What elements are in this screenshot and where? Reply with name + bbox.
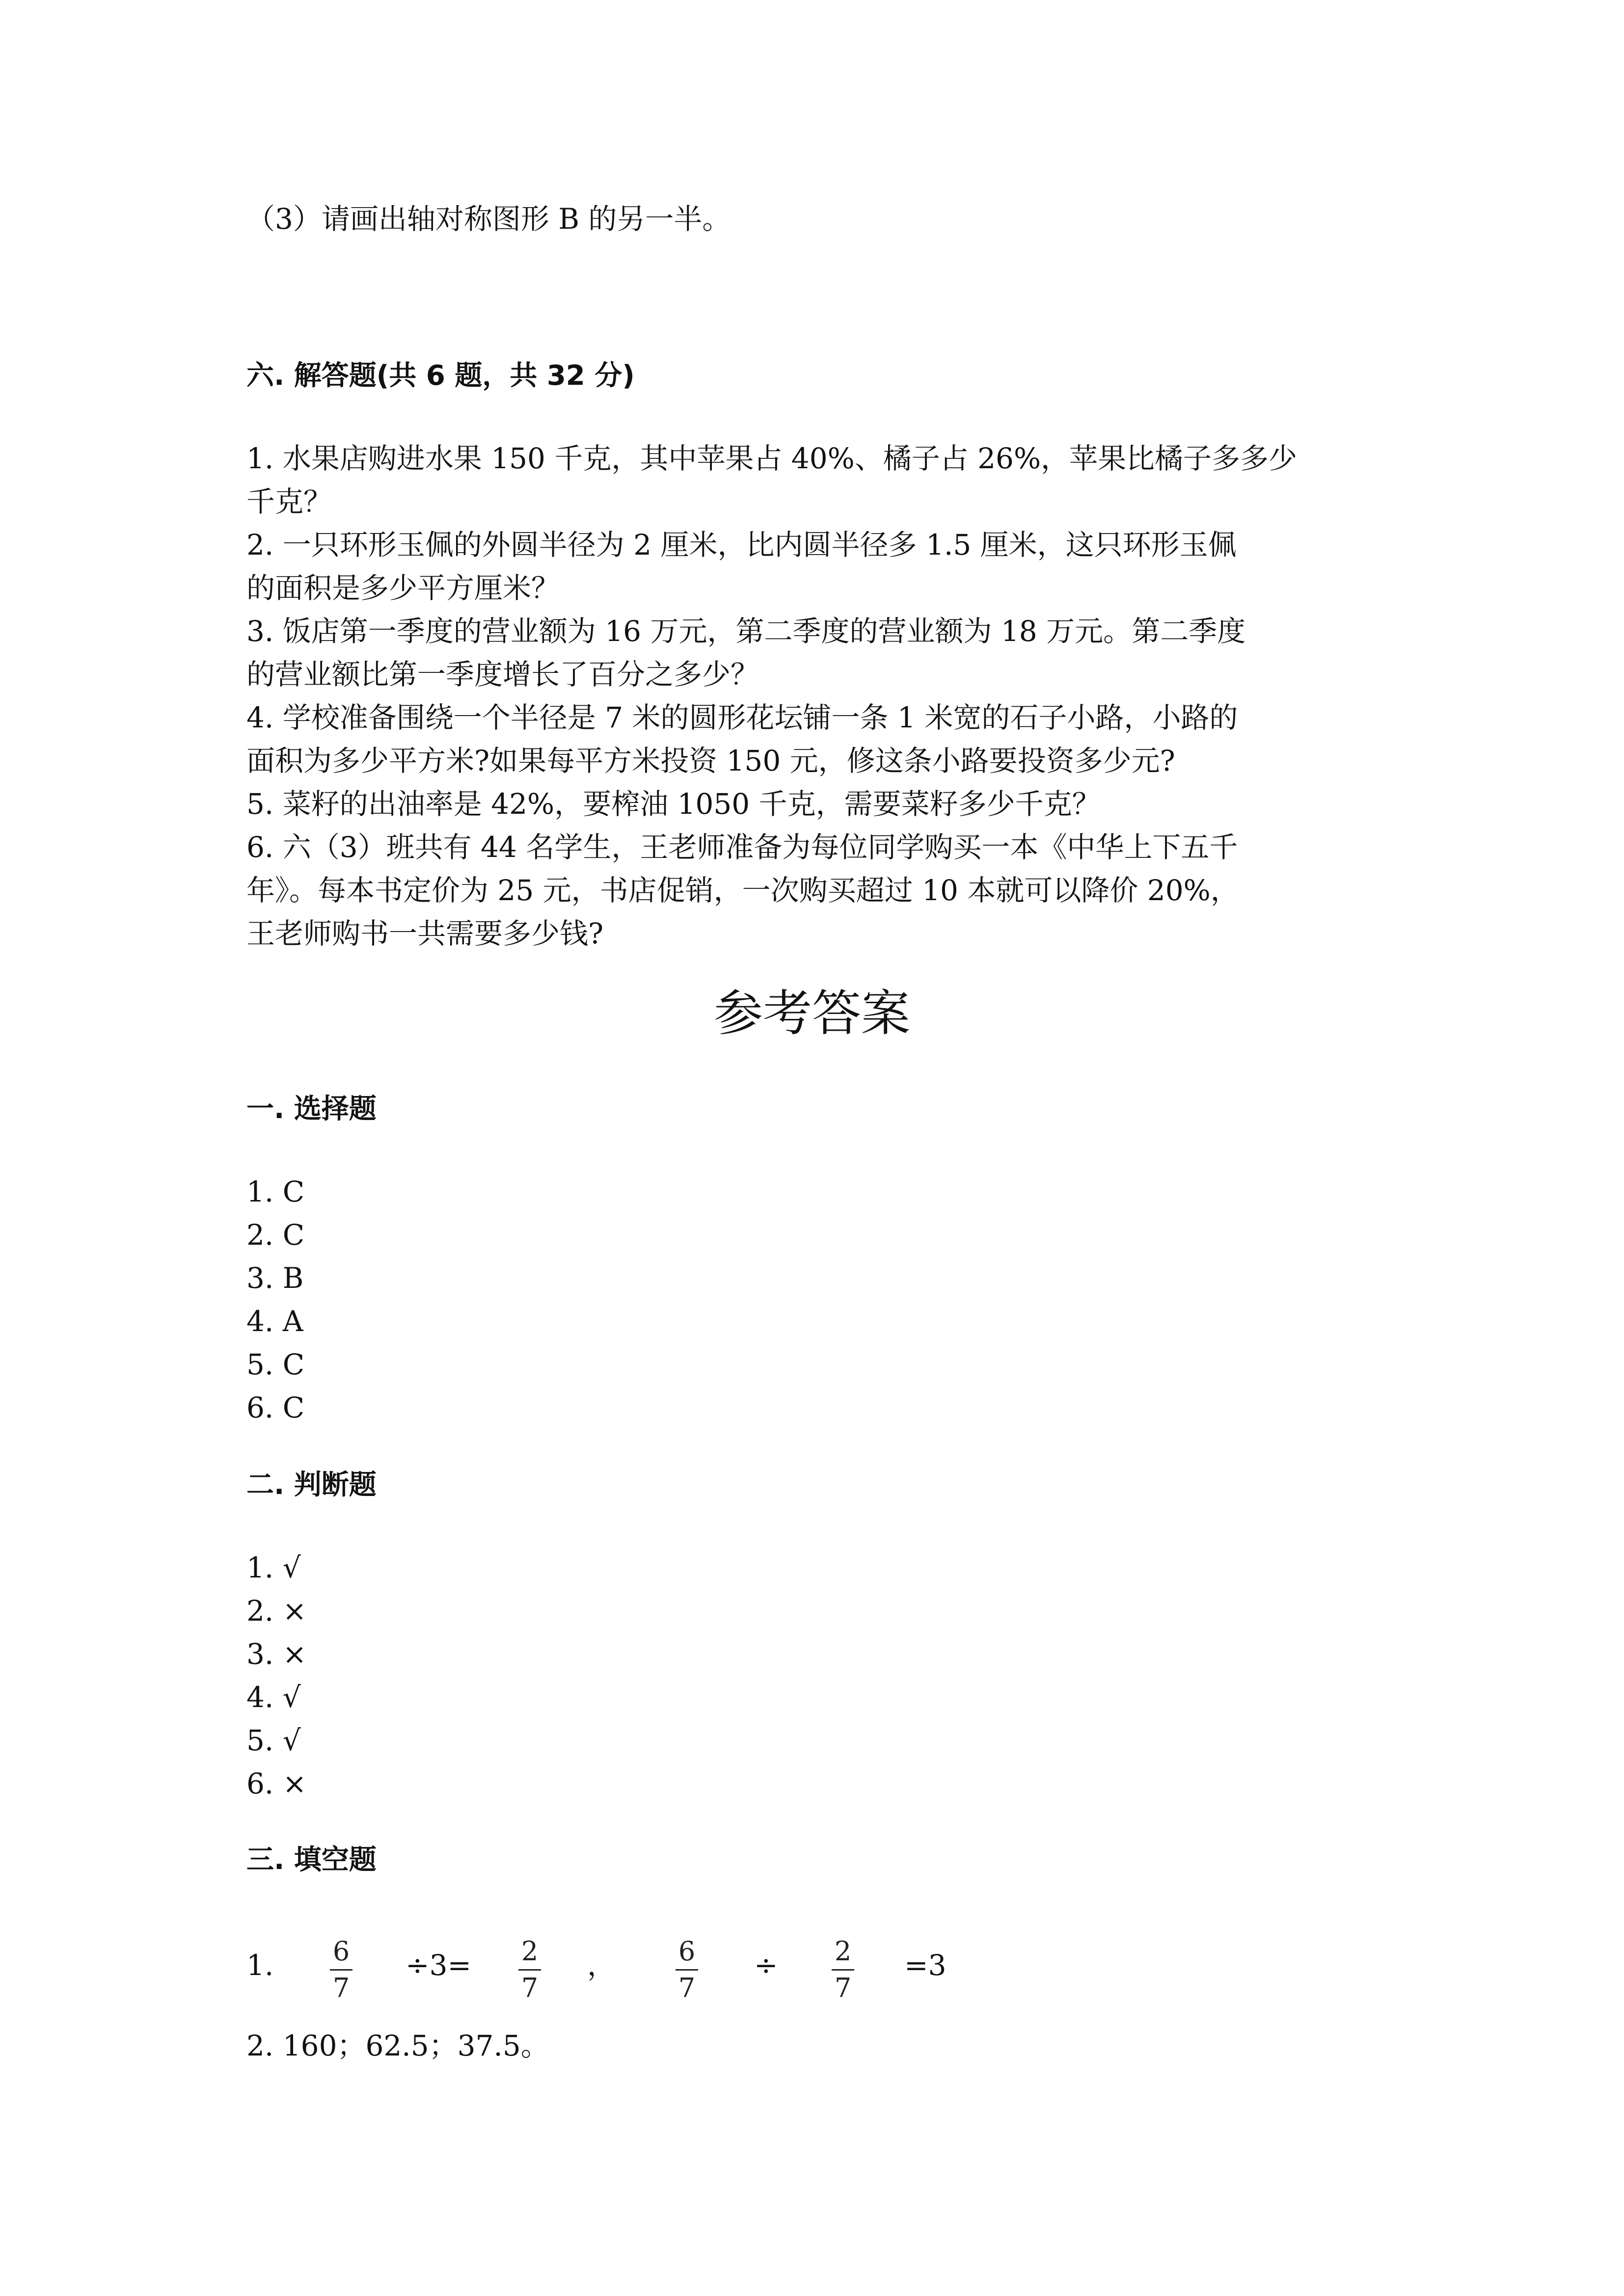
operator-divide-equals: ÷3= bbox=[406, 1949, 472, 1982]
fill-heading: 三. 填空题 bbox=[246, 1844, 377, 1876]
question-line: 王老师购书一共需要多少钱? bbox=[246, 917, 604, 950]
fraction-numerator: 6 bbox=[678, 1936, 696, 1967]
operator-divide: ÷ bbox=[754, 1949, 778, 1982]
fill-q1-label: 1. bbox=[246, 1949, 274, 1982]
answer-item: 1. C bbox=[246, 1175, 305, 1208]
answer-item: 2. × bbox=[246, 1594, 307, 1628]
answer-item: 5. √ bbox=[246, 1724, 301, 1757]
answer-item: 6. C bbox=[246, 1391, 305, 1424]
answer-item: 3. × bbox=[246, 1637, 307, 1671]
question-line: 5. 菜籽的出油率是 42%，要榨油 1050 千克，需要菜籽多少千克？ bbox=[246, 787, 1101, 821]
question-line: 的面积是多少平方厘米？ bbox=[246, 571, 560, 605]
fraction bbox=[676, 1936, 698, 2004]
fraction bbox=[330, 1936, 352, 2004]
fraction bbox=[832, 1936, 854, 2004]
answer-item: 4. A bbox=[246, 1305, 303, 1338]
question-line: 6. 六（3）班共有 44 名学生，王老师准备为每位同学购买一本《中华上下五千 bbox=[246, 830, 1238, 864]
answer-item: 6. × bbox=[246, 1767, 307, 1800]
question-line: 4. 学校准备围绕一个半径是 7 米的圆形花坛铺一条 1 米宽的石子小路，小路的 bbox=[246, 701, 1238, 734]
question-line: 年》。每本书定价为 25 元，书店促销，一次购买超过 10 本就可以降价 20%， bbox=[246, 874, 1239, 907]
question-line: 的营业额比第一季度增长了百分之多少？ bbox=[246, 658, 759, 691]
fraction-denominator: 7 bbox=[678, 1973, 696, 2003]
fraction-bar bbox=[832, 1969, 854, 1971]
fraction-numerator: 6 bbox=[332, 1936, 350, 1967]
answer-item: 4. √ bbox=[246, 1681, 301, 1714]
fraction-bar bbox=[676, 1969, 698, 1971]
judge-heading: 二. 判断题 bbox=[246, 1469, 377, 1501]
fraction bbox=[518, 1936, 541, 2004]
fraction-numerator: 2 bbox=[521, 1936, 539, 1967]
answers-title: 参考答案 bbox=[714, 985, 910, 1042]
answer-item: 2. C bbox=[246, 1218, 305, 1252]
fraction-bar bbox=[330, 1969, 352, 1971]
answer-item: 3. B bbox=[246, 1261, 304, 1295]
choice-heading: 一. 选择题 bbox=[246, 1093, 377, 1125]
question-line: 1. 水果店购进水果 150 千克，其中苹果占 40%、橘子占 26%，苹果比橘子多多少 bbox=[246, 442, 1298, 475]
prev-item-3: （3）请画出轴对称图形 B 的另一半。 bbox=[246, 202, 731, 236]
question-line: 面积为多少平方米?如果每平方米投资 150 元，修这条小路要投资多少元? bbox=[246, 744, 1175, 777]
fraction-denominator: 7 bbox=[521, 1973, 539, 2003]
section-6-heading: 六. 解答题(共 6 题，共 32 分) bbox=[246, 360, 635, 392]
separator-comma: ， bbox=[587, 1949, 616, 1982]
answer-item: 5. C bbox=[246, 1348, 305, 1381]
answer-item: 1. √ bbox=[246, 1551, 301, 1584]
fraction-bar bbox=[518, 1969, 541, 1971]
question-line: 2. 一只环形玉佩的外圆半径为 2 厘米，比内圆半径多 1.5 厘米，这只环形玉佩 bbox=[246, 528, 1237, 561]
fraction-denominator: 7 bbox=[332, 1973, 350, 2003]
result-equals: =3 bbox=[904, 1949, 947, 1982]
fraction-numerator: 2 bbox=[834, 1936, 852, 1967]
question-line: 3. 饭店第一季度的营业额为 16 万元，第二季度的营业额为 18 万元。第二季度 bbox=[246, 614, 1246, 648]
fraction-denominator: 7 bbox=[834, 1973, 852, 2003]
question-line: 千克？ bbox=[246, 485, 332, 518]
fill-answer-2: 2. 160；62.5；37.5。 bbox=[246, 2029, 549, 2062]
